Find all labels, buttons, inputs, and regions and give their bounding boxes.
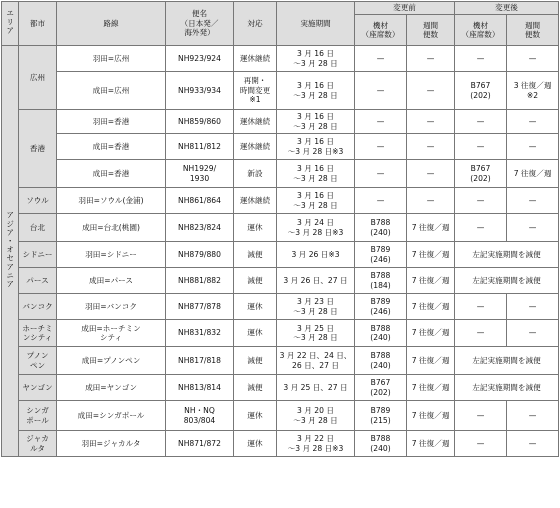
before-weekly-cell: 7 往復／週 bbox=[407, 375, 455, 401]
flight-cell: NH811/812 bbox=[166, 134, 234, 160]
after-aircraft-cell: — bbox=[455, 110, 507, 134]
route-cell: 成田=ホーチミン シティ bbox=[57, 320, 166, 347]
action-cell: 運休継続 bbox=[234, 134, 277, 160]
after-weekly-cell: — bbox=[507, 294, 559, 320]
before-weekly-cell: 7 往復／週 bbox=[407, 294, 455, 320]
flight-cell: NH861/864 bbox=[166, 188, 234, 214]
route-cell: 羽田=広州 bbox=[57, 46, 166, 72]
route-cell: 成田=香港 bbox=[57, 160, 166, 188]
after-merged-cell: 左記実施期間を減便 bbox=[455, 268, 559, 294]
route-cell: 成田=シンガポール bbox=[57, 401, 166, 431]
after-aircraft-cell: — bbox=[455, 320, 507, 347]
route-cell: 羽田=シドニー bbox=[57, 242, 166, 268]
after-merged-cell: 左記実施期間を減便 bbox=[455, 375, 559, 401]
flight-cell: NH923/924 bbox=[166, 46, 234, 72]
after-merged-cell: 左記実施期間を減便 bbox=[455, 242, 559, 268]
before-weekly-cell: — bbox=[407, 188, 455, 214]
after-weekly-cell: 3 往復／週 ※2 bbox=[507, 72, 559, 110]
flight-cell: NH879/880 bbox=[166, 242, 234, 268]
city-seoul: ソウル bbox=[19, 188, 57, 214]
header-period: 実施期間 bbox=[277, 2, 355, 46]
after-aircraft-cell: — bbox=[455, 134, 507, 160]
after-weekly-cell: — bbox=[507, 110, 559, 134]
header-route: 路線 bbox=[57, 2, 166, 46]
period-cell: 3 月 16 日 ～3 月 28 日 bbox=[277, 188, 355, 214]
before-aircraft-cell: B788 (240) bbox=[355, 431, 407, 457]
route-cell: 羽田=香港 bbox=[57, 110, 166, 134]
period-cell: 3 月 22 日、24 日、 26 日、27 日 bbox=[277, 347, 355, 375]
flight-cell: NH859/860 bbox=[166, 110, 234, 134]
period-cell: 3 月 16 日 ～3 月 28 日 bbox=[277, 46, 355, 72]
route-cell: 羽田=ジャカルタ bbox=[57, 431, 166, 457]
before-aircraft-cell: — bbox=[355, 46, 407, 72]
action-cell: 減便 bbox=[234, 347, 277, 375]
action-cell: 運休継続 bbox=[234, 46, 277, 72]
after-aircraft-cell: B767 (202) bbox=[455, 160, 507, 188]
header-before-aircraft: 機材 （座席数） bbox=[355, 15, 407, 46]
action-cell: 運休 bbox=[234, 214, 277, 242]
flight-cell: NH823/824 bbox=[166, 214, 234, 242]
action-cell: 減便 bbox=[234, 375, 277, 401]
city-phnompenh: プノン ペン bbox=[19, 347, 57, 375]
after-weekly-cell: — bbox=[507, 46, 559, 72]
before-aircraft-cell: — bbox=[355, 72, 407, 110]
before-aircraft-cell: B788 (240) bbox=[355, 347, 407, 375]
action-cell: 運休 bbox=[234, 294, 277, 320]
after-aircraft-cell: — bbox=[455, 401, 507, 431]
period-cell: 3 月 24 日 ～3 月 28 日※3 bbox=[277, 214, 355, 242]
period-cell: 3 月 20 日 ～3 月 28 日 bbox=[277, 401, 355, 431]
before-aircraft-cell: B789 (246) bbox=[355, 294, 407, 320]
before-aircraft-cell: — bbox=[355, 134, 407, 160]
flight-cell: NH871/872 bbox=[166, 431, 234, 457]
header-area: エリア bbox=[2, 2, 19, 46]
header-action: 対応 bbox=[234, 2, 277, 46]
after-aircraft-cell: — bbox=[455, 188, 507, 214]
area-cell: アジア・オセアニア bbox=[2, 46, 19, 457]
city-jakarta: ジャカ ルタ bbox=[19, 431, 57, 457]
before-weekly-cell: — bbox=[407, 134, 455, 160]
before-weekly-cell: 7 往復／週 bbox=[407, 431, 455, 457]
route-cell: 成田=台北(桃園) bbox=[57, 214, 166, 242]
before-weekly-cell: 7 往復／週 bbox=[407, 242, 455, 268]
flight-cell: NH1929/ 1930 bbox=[166, 160, 234, 188]
city-hongkong: 香港 bbox=[19, 110, 57, 188]
header-before: 変更前 bbox=[355, 2, 455, 15]
period-cell: 3 月 25 日、27 日 bbox=[277, 375, 355, 401]
period-cell: 3 月 16 日 ～3 月 28 日 bbox=[277, 110, 355, 134]
period-cell: 3 月 25 日 ～3 月 28 日 bbox=[277, 320, 355, 347]
before-aircraft-cell: — bbox=[355, 110, 407, 134]
city-perth: パース bbox=[19, 268, 57, 294]
period-cell: 3 月 16 日 ～3 月 28 日※3 bbox=[277, 134, 355, 160]
before-aircraft-cell: B789 (246) bbox=[355, 242, 407, 268]
after-weekly-cell: — bbox=[507, 401, 559, 431]
period-cell: 3 月 16 日 ～3 月 28 日 bbox=[277, 160, 355, 188]
before-weekly-cell: 7 往復／週 bbox=[407, 214, 455, 242]
flight-cell: NH831/832 bbox=[166, 320, 234, 347]
after-weekly-cell: — bbox=[507, 431, 559, 457]
flight-schedule-table bbox=[1, 1, 559, 457]
after-aircraft-cell: — bbox=[455, 46, 507, 72]
before-aircraft-cell: B788 (240) bbox=[355, 214, 407, 242]
period-cell: 3 月 16 日 ～3 月 28 日 bbox=[277, 72, 355, 110]
after-aircraft-cell: — bbox=[455, 294, 507, 320]
after-weekly-cell: 7 往復／週 bbox=[507, 160, 559, 188]
period-cell: 3 月 26 日、27 日 bbox=[277, 268, 355, 294]
after-merged-cell: 左記実施期間を減便 bbox=[455, 347, 559, 375]
period-cell: 3 月 23 日 ～3 月 28 日 bbox=[277, 294, 355, 320]
header-flight: 便名 （日本発／ 海外発） bbox=[166, 2, 234, 46]
action-cell: 運休 bbox=[234, 401, 277, 431]
header-after-weekly: 週間 便数 bbox=[507, 15, 559, 46]
after-aircraft-cell: — bbox=[455, 431, 507, 457]
header-after: 変更後 bbox=[455, 2, 559, 15]
before-aircraft-cell: B767 (202) bbox=[355, 375, 407, 401]
action-cell: 運休継続 bbox=[234, 188, 277, 214]
period-cell: 3 月 26 日※3 bbox=[277, 242, 355, 268]
after-weekly-cell: — bbox=[507, 134, 559, 160]
flight-cell: NH・NQ 803/804 bbox=[166, 401, 234, 431]
after-weekly-cell: — bbox=[507, 320, 559, 347]
city-sydney: シドニー bbox=[19, 242, 57, 268]
header-before-weekly: 週間 便数 bbox=[407, 15, 455, 46]
city-guangzhou: 広州 bbox=[19, 46, 57, 110]
action-cell: 運休継続 bbox=[234, 110, 277, 134]
before-weekly-cell: 7 往復／週 bbox=[407, 320, 455, 347]
flight-cell: NH933/934 bbox=[166, 72, 234, 110]
route-cell: 羽田=ソウル(金浦) bbox=[57, 188, 166, 214]
period-cell: 3 月 22 日 ～3 月 28 日※3 bbox=[277, 431, 355, 457]
before-aircraft-cell: B788 (240) bbox=[355, 320, 407, 347]
before-weekly-cell: — bbox=[407, 72, 455, 110]
route-cell: 成田=ヤンゴン bbox=[57, 375, 166, 401]
after-aircraft-cell: — bbox=[455, 214, 507, 242]
after-aircraft-cell: B767 (202) bbox=[455, 72, 507, 110]
header-city: 都市 bbox=[19, 2, 57, 46]
after-weekly-cell: — bbox=[507, 214, 559, 242]
route-cell: 成田=香港 bbox=[57, 134, 166, 160]
route-cell: 羽田=バンコク bbox=[57, 294, 166, 320]
before-aircraft-cell: — bbox=[355, 160, 407, 188]
city-bangkok: バンコク bbox=[19, 294, 57, 320]
flight-cell: NH813/814 bbox=[166, 375, 234, 401]
route-cell: 成田=広州 bbox=[57, 72, 166, 110]
route-cell: 成田=パース bbox=[57, 268, 166, 294]
action-cell: 新設 bbox=[234, 160, 277, 188]
action-cell: 再開・ 時間変更 ※1 bbox=[234, 72, 277, 110]
before-weekly-cell: — bbox=[407, 110, 455, 134]
action-cell: 運休 bbox=[234, 320, 277, 347]
flight-cell: NH877/878 bbox=[166, 294, 234, 320]
before-weekly-cell: — bbox=[407, 46, 455, 72]
city-hcmc: ホーチミ ンシティ bbox=[19, 320, 57, 347]
before-aircraft-cell: — bbox=[355, 188, 407, 214]
city-singapore: シンガ ポール bbox=[19, 401, 57, 431]
flight-cell: NH817/818 bbox=[166, 347, 234, 375]
before-weekly-cell: 7 往復／週 bbox=[407, 401, 455, 431]
action-cell: 減便 bbox=[234, 242, 277, 268]
action-cell: 減便 bbox=[234, 268, 277, 294]
after-weekly-cell: — bbox=[507, 188, 559, 214]
city-yangon: ヤンゴン bbox=[19, 375, 57, 401]
header-after-aircraft: 機材 （座席数） bbox=[455, 15, 507, 46]
before-weekly-cell: 7 往復／週 bbox=[407, 268, 455, 294]
route-cell: 成田=プノンペン bbox=[57, 347, 166, 375]
before-aircraft-cell: B788 (184) bbox=[355, 268, 407, 294]
action-cell: 運休 bbox=[234, 431, 277, 457]
city-taipei: 台北 bbox=[19, 214, 57, 242]
before-aircraft-cell: B789 (215) bbox=[355, 401, 407, 431]
before-weekly-cell: — bbox=[407, 160, 455, 188]
flight-cell: NH881/882 bbox=[166, 268, 234, 294]
before-weekly-cell: 7 往復／週 bbox=[407, 347, 455, 375]
